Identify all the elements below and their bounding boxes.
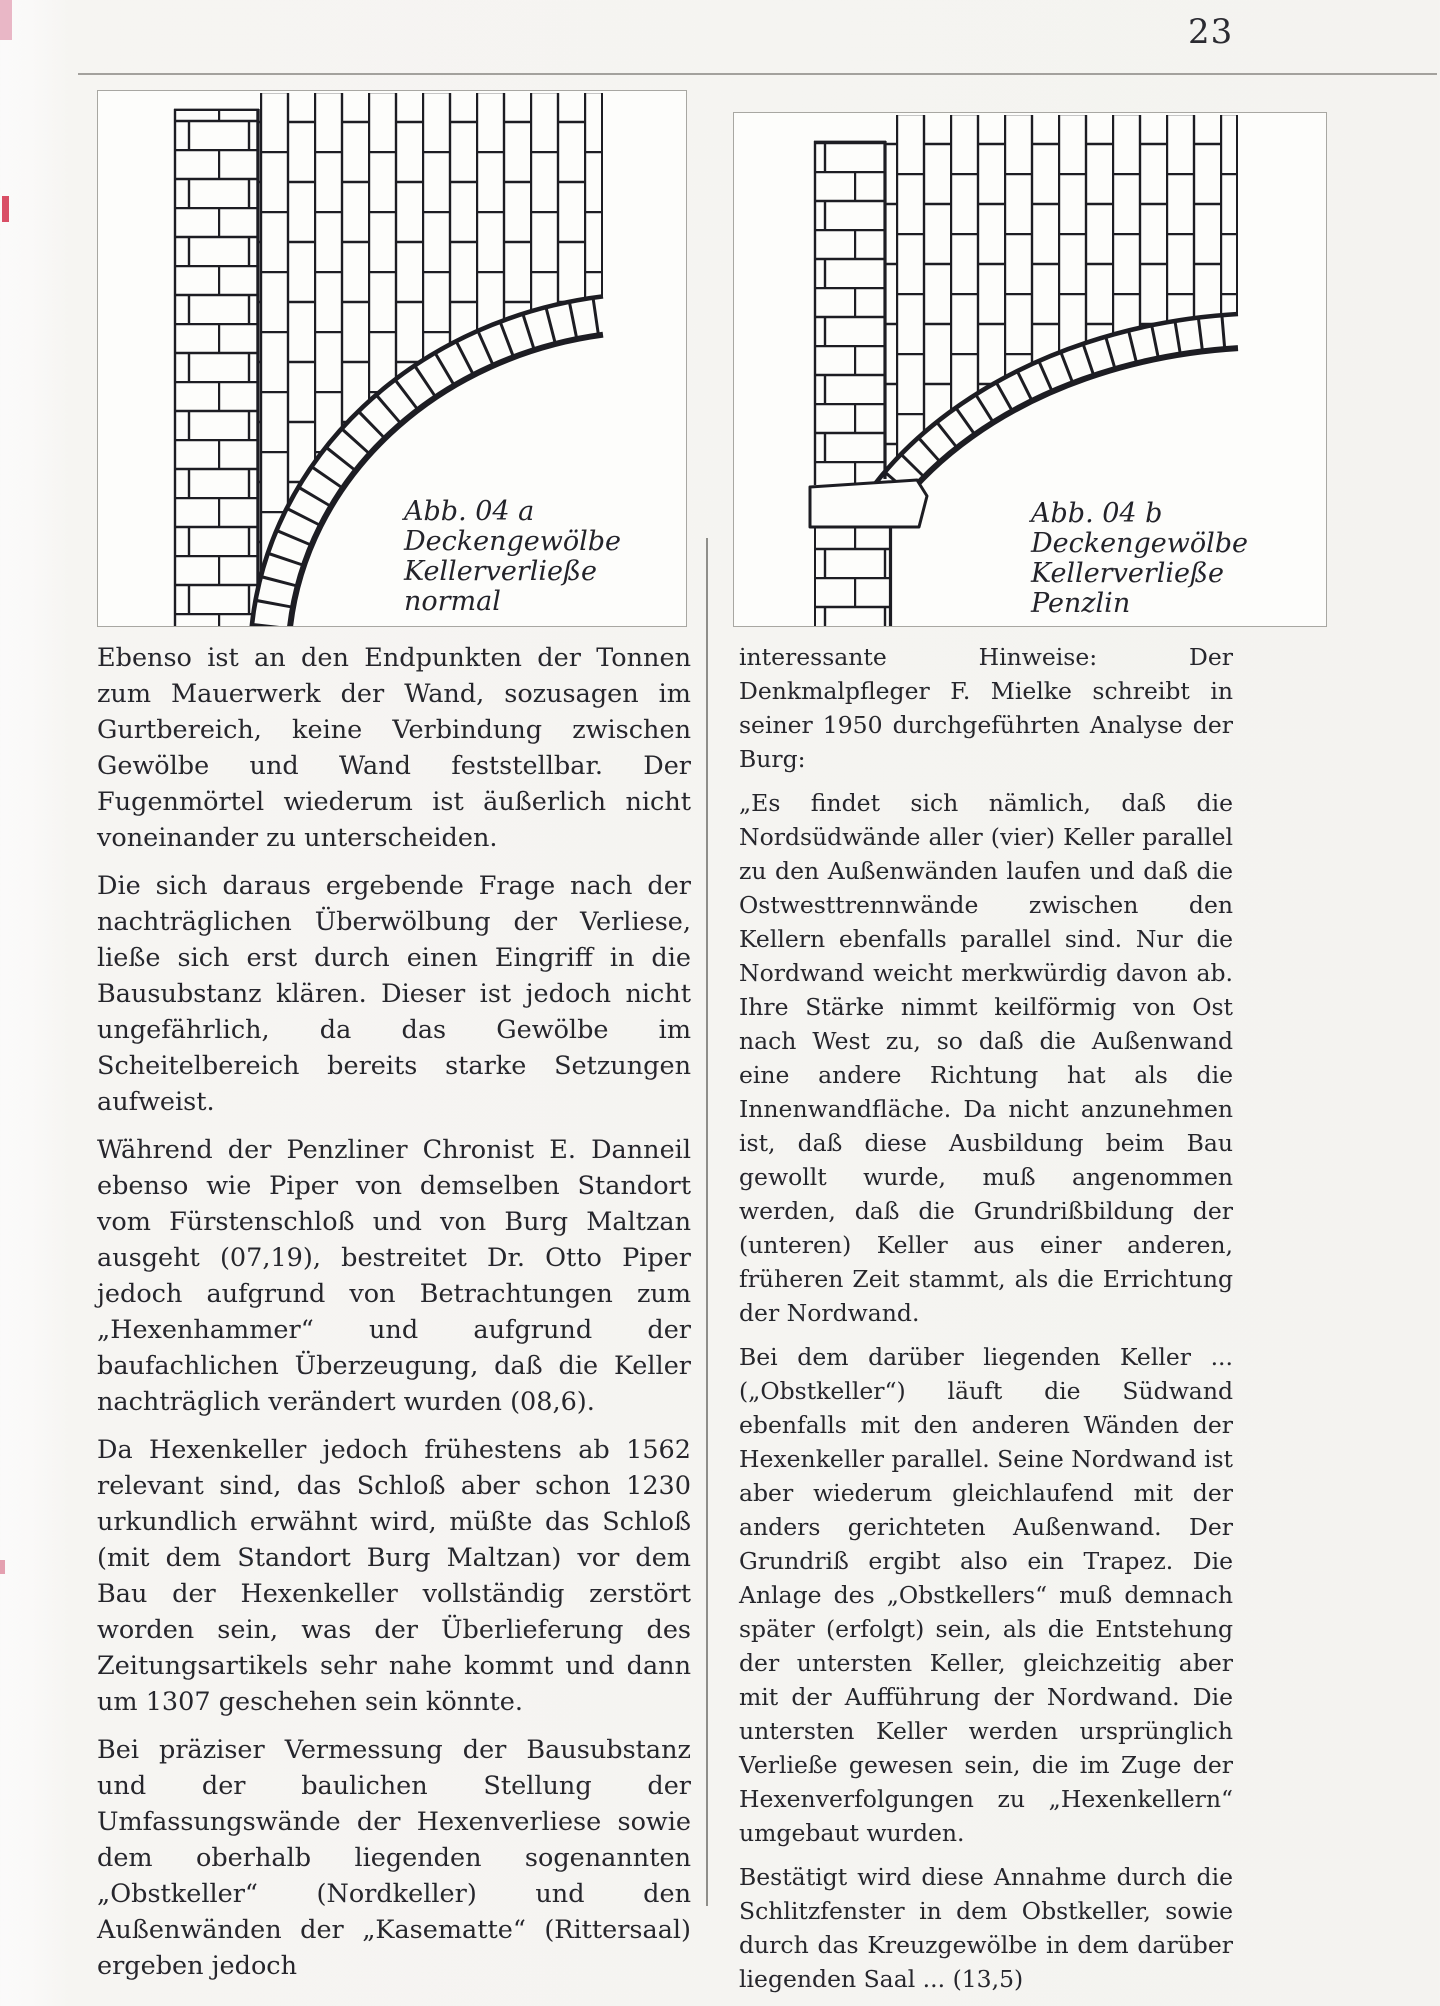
caption-line: Kellerverließe — [1031, 558, 1224, 589]
caption-line: Deckengewölbe — [404, 526, 622, 557]
paragraph: Bei präziser Vermessung der Bausubstanz und der baulichen Stellung der Umfassungswände der Hexenverliese sowie dem oberhalb liegenden sogenannten „Obstkeller“ (Nordkeller) und den Außenwänden der „Kasematte“ (Rittersaal) ergeben jedoch — [97, 1735, 691, 1981]
scan-edge-artifact — [0, 1560, 5, 1574]
caption-line: Abb. 04 b — [1031, 498, 1163, 529]
text-column-left — [97, 640, 691, 1996]
paragraph: Bei dem darüber liegenden Keller ... („Obstkeller“) läuft die Südwand ebenfalls mit den anderen Wänden der Hexenkeller parallel. Seine Nordwand ist aber wiederum gleichlaufend mit der anders gerichteten Außenwand. Der Grundriß ergibt also ein Trapez. Die Anlage des „Obstkellers“ muß demnach später (erfolgt) sein, als die Entstehung der untersten Keller, gleichzeitig aber mit der Aufführung der Nordwand. Die untersten Keller werden ursprünglich Verließe gewesen sein, die im Zuge der Hexenverfolgungen zu „Hexenkellern“ umgebaut wurden. — [739, 1343, 1233, 1847]
figure-abb-04-b — [733, 112, 1327, 627]
paragraph: interessante Hinweise: Der Denkmalpfleger F. Mielke schreibt in seiner 1950 durchgeführten Analyse der Burg: — [739, 643, 1233, 773]
scan-edge-artifact — [0, 0, 12, 40]
paragraph: Bestätigt wird diese Annahme durch die Schlitzfenster in dem Obstkeller, sowie durch das Kreuzgewölbe in dem darüber liegenden Saal ... (13,5) — [739, 1863, 1233, 1993]
paragraph: Da Hexenkeller jedoch frühestens ab 1562 relevant sind, das Schloß aber schon 1230 urkundlich erwähnt wird, müßte das Schloß (mit dem Standort Burg Maltzan) vor dem Bau der Hexenkeller vollständig zerstört worden sein, was der Überlieferung des Zeitungsartikels sehr nahe kommt und dann um 1307 geschehen sein könnte. — [97, 1435, 691, 1717]
scan-edge-artifact — [2, 196, 9, 222]
paragraph: Ebenso ist an den Endpunkten der Tonnen zum Mauerwerk der Wand, sozusagen im Gurtbereich, keine Verbindung zwischen Gewölbe und Wand feststellbar. Der Fugenmörtel wiederum ist äußerlich nicht voneinander zu unterscheiden. — [97, 643, 691, 853]
caption-line: Penzlin — [1031, 588, 1131, 619]
figure-abb-04-a — [97, 90, 687, 627]
caption-line: Abb. 04 a — [404, 496, 535, 527]
caption-line: Kellerverließe — [404, 556, 597, 587]
page-number: 23 — [1188, 12, 1234, 52]
paragraph: Während der Penzliner Chronist E. Danneil ebenso wie Piper von demselben Standort vom Fürstenschloß und von Burg Maltzan ausgeht (07,19), bestreitet Dr. Otto Piper jedoch aufgrund von Betrachtungen zum „Hexenhammer“ und aufgrund der baufachlichen Überzeugung, daß die Keller nachträglich verändert wurden (08,6). — [97, 1135, 691, 1417]
figure-caption-b — [1031, 499, 1248, 619]
column-divider-rule — [706, 538, 708, 1906]
figure-caption-a — [404, 497, 621, 617]
caption-line: Deckengewölbe — [1031, 528, 1249, 559]
caption-line: normal — [404, 586, 501, 617]
paragraph: „Es findet sich nämlich, daß die Nordsüdwände aller (vier) Keller parallel zu den Außenwänden laufen und daß die Ostwesttrennwände zwischen den Kellern ebenfalls parallel sind. Nur die Nordwand weicht merkwürdig davon ab. Ihre Stärke nimmt keilförmig von Ost nach West zu, so daß die Außenwand eine andere Richtung hat als die Innenwandfläche. Da nicht anzunehmen ist, daß diese Ausbildung beim Bau gewollt wurde, muß angenommen werden, daß die Grundrißbildung der (unteren) Keller aus einer anderen, früheren Zeit stammt, als die Errichtung der Nordwand. — [739, 789, 1233, 1327]
paragraph: Die sich daraus ergebende Frage nach der nachträglichen Überwölbung der Verliese, ließe sich erst durch einen Eingriff in die Bausubstanz klären. Dieser ist jedoch nicht ungefährlich, da das Gewölbe im Scheitelbereich bereits starke Setzungen aufweist. — [97, 871, 691, 1117]
text-column-right — [739, 640, 1233, 2006]
header-rule — [78, 73, 1437, 75]
